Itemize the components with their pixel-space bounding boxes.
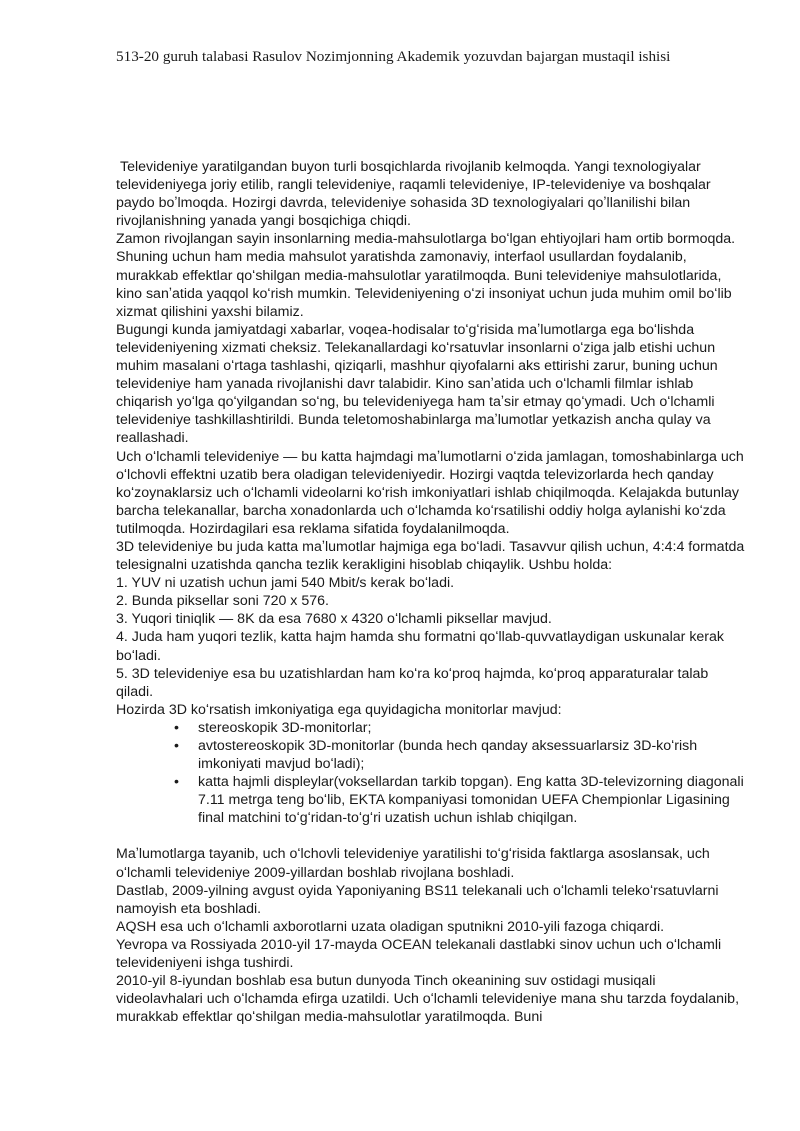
- paragraph: AQSH esa uch oʻlchamli axborotlarni uzata oladigan sputnikni 2010-yili fazoga chiqardi.: [116, 918, 665, 935]
- page-header: 513-20 guruh talabasi Rasulov Nozimjonning Akademik yozuvdan bajargan mustaqil ishisi: [116, 48, 671, 65]
- list-item: [174, 773, 746, 827]
- list-item-text: avtostereoskopik 3D-monitorlar (bunda hech qanday aksessuarlarsiz 3D-koʻrish imkoniyati mavjud boʻladi);: [198, 738, 698, 773]
- bullet-icon: •: [174, 719, 179, 736]
- paragraph: Hozirda 3D koʻrsatish imkoniyatiga ega quyidagicha monitorlar mavjud:: [116, 701, 562, 718]
- numbered-item: 4. Juda ham yuqori tezlik, katta hajm hamda shu formatni qoʻllab-quvvatlaydigan uskunalar kerak boʻladi.: [116, 629, 725, 664]
- paragraph-intro: Televideniye yaratilgandan buyon turli bosqichlarda rivojlanib kelmoqda. Yangi texnologiyalar televideniyega joriy etilib, rangli televideniye, raqamli televideniye, IP-televideniye va boshqalar paydo boʼlmoqda. Hozirgi davrda, televideniye sohasida 3D texnologiyalari qoʼllanilishi bilan rivojlanishning yanada yangi bosqichiga chiqdi.: [116, 159, 711, 230]
- paragraph: Zamon rivojlangan sayin insonlarning media-mahsulotlarga boʻlgan ehtiyojlari ham ortib bormoqda. Shuning uchun ham media mahsulot yaratishda zamonaviy, interfaol usullardan foydalanib, murakkab effektlar qoʻshilgan media-mahsulotlar yaratilmoqda. Buni televideniye mahsulotlarida, kino sanʼatida yaqqol koʻrish mumkin. Televideniyening oʻzi insoniyat uchun juda muhim omil boʻlib xizmat qilishini yaxshi bilamiz.: [116, 231, 736, 320]
- paragraph: Maʼlumotlarga tayanib, uch oʻlchovli televideniye yaratilishi toʻgʻrisida faktlarga asoslansak, uch oʻlchamli televideniye 2009-yillardan boshlab rivojlana boshladi.: [116, 846, 710, 881]
- bullet-icon: •: [174, 738, 179, 754]
- list-item: [174, 737, 746, 773]
- paragraph: 2010-yil 8-iyundan boshlab esa butun dunyoda Tinch okeanining suv ostidagi musiqali videolavhalari uch oʻlchamda efirga uzatildi. Uch oʻlchamli televideniye mana shu tarzda foydalanib, murakkab effektlar qoʻshilgan media-mahsulotlar yaratilmoqda. Buni: [116, 973, 740, 1026]
- numbered-item: 1. YUV ni uzatish uchun jami 540 Mbit/s kerak boʻladi.: [116, 575, 455, 592]
- monitor-list: [116, 719, 746, 828]
- list-item-text: katta hajmli displeylar(voksellardan tarkib topgan). Eng katta 3D-televizorning diagonali 7.11 metrga teng boʻlib, EKTA kompaniyasi tomonidan UEFA Chempionlar Ligasining final matchini toʻgʻridan-toʻgʻri uzatish uchun ishlab chiqilgan.: [198, 774, 744, 827]
- numbered-item: 3. Yuqori tiniqlik — 8K da esa 7680 x 4320 oʻlchamli piksellar mavjud.: [116, 611, 552, 628]
- bullet-icon: •: [174, 774, 179, 791]
- list-item-text: stereoskopik 3D-monitorlar;: [198, 719, 372, 736]
- numbered-item: 5. 3D televideniye esa bu uzatishlardan ham koʻra koʻproq hajmda, koʻproq apparaturalar talab qiladi.: [116, 665, 709, 700]
- paragraph: Uch oʻlchamli televideniye — bu katta hajmdagi maʼlumotlarni oʻzida jamlagan, tomoshabinlarga uch oʻlchovli effektni uzatib bera oladigan televideniyedir. Hozirgi vaqtda televizorlarda hech qanday koʻzoynaklarsiz uch oʻlchamli videolarni koʻrish imkoniyatlari ishlab chiqilmoqda. Kelajakda butunlay barcha telekanallar, barcha xonadonlarda uch oʻlchamda koʻrsatilishi oddiy holga aylanishi koʻzda tutilmoqda. Hozirdagilari esa reklama sifatida foydalanilmoqda.: [116, 448, 744, 537]
- paragraph: Bugungi kunda jamiyatdagi xabarlar, voqea-hodisalar toʻgʻrisida maʼlumotlarga ega boʻlishda televideniyening xizmati cheksiz. Telekanallardagi koʻrsatuvlar insonlarni oʻziga jalb etishi uchun muhim masalani oʻrtaga tashlashi, qiziqarli, mashhur qiyofalarni aks ettirishi zarur, buning uchun televideniye ham yanada rivojlanishi davr talabidir. Kino sanʼatida uch oʻlchamli filmlar ishlab chiqarish yoʻlga qoʻyilgandan soʻng, bu televideniyega ham taʼsir etmay qoʻymadi. Uch oʻlchamli televideniye tashkillashtirildi. Bunda teletomoshabinlarga maʼlumotlar yetkazish ancha qulay va reallashadi.: [116, 321, 718, 447]
- list-item: [174, 719, 746, 737]
- paragraph: Dastlab, 2009-yilning avgust oyida Yaponiyaning BS11 telekanali uch oʻlchamli telekoʻrsatuvlarni namoyish eta boshladi.: [116, 882, 719, 917]
- document-body: [116, 158, 746, 1026]
- paragraph: Yevropa va Rossiyada 2010-yil 17-mayda OCEAN telekanali dastlabki sinov uchun uch oʻlchamli televideniyeni ishga tushirdi.: [116, 936, 722, 972]
- paragraph: 3D televideniye bu juda katta maʼlumotlar hajmiga ega boʻladi. Tasavvur qilish uchun, 4:4:4 formatda telesignalni uzatishda qancha tezlik kerakligini hisoblab chiqaylik. Ushbu holda:: [116, 538, 745, 574]
- numbered-item: 2. Bunda piksellar soni 720 x 576.: [116, 593, 329, 610]
